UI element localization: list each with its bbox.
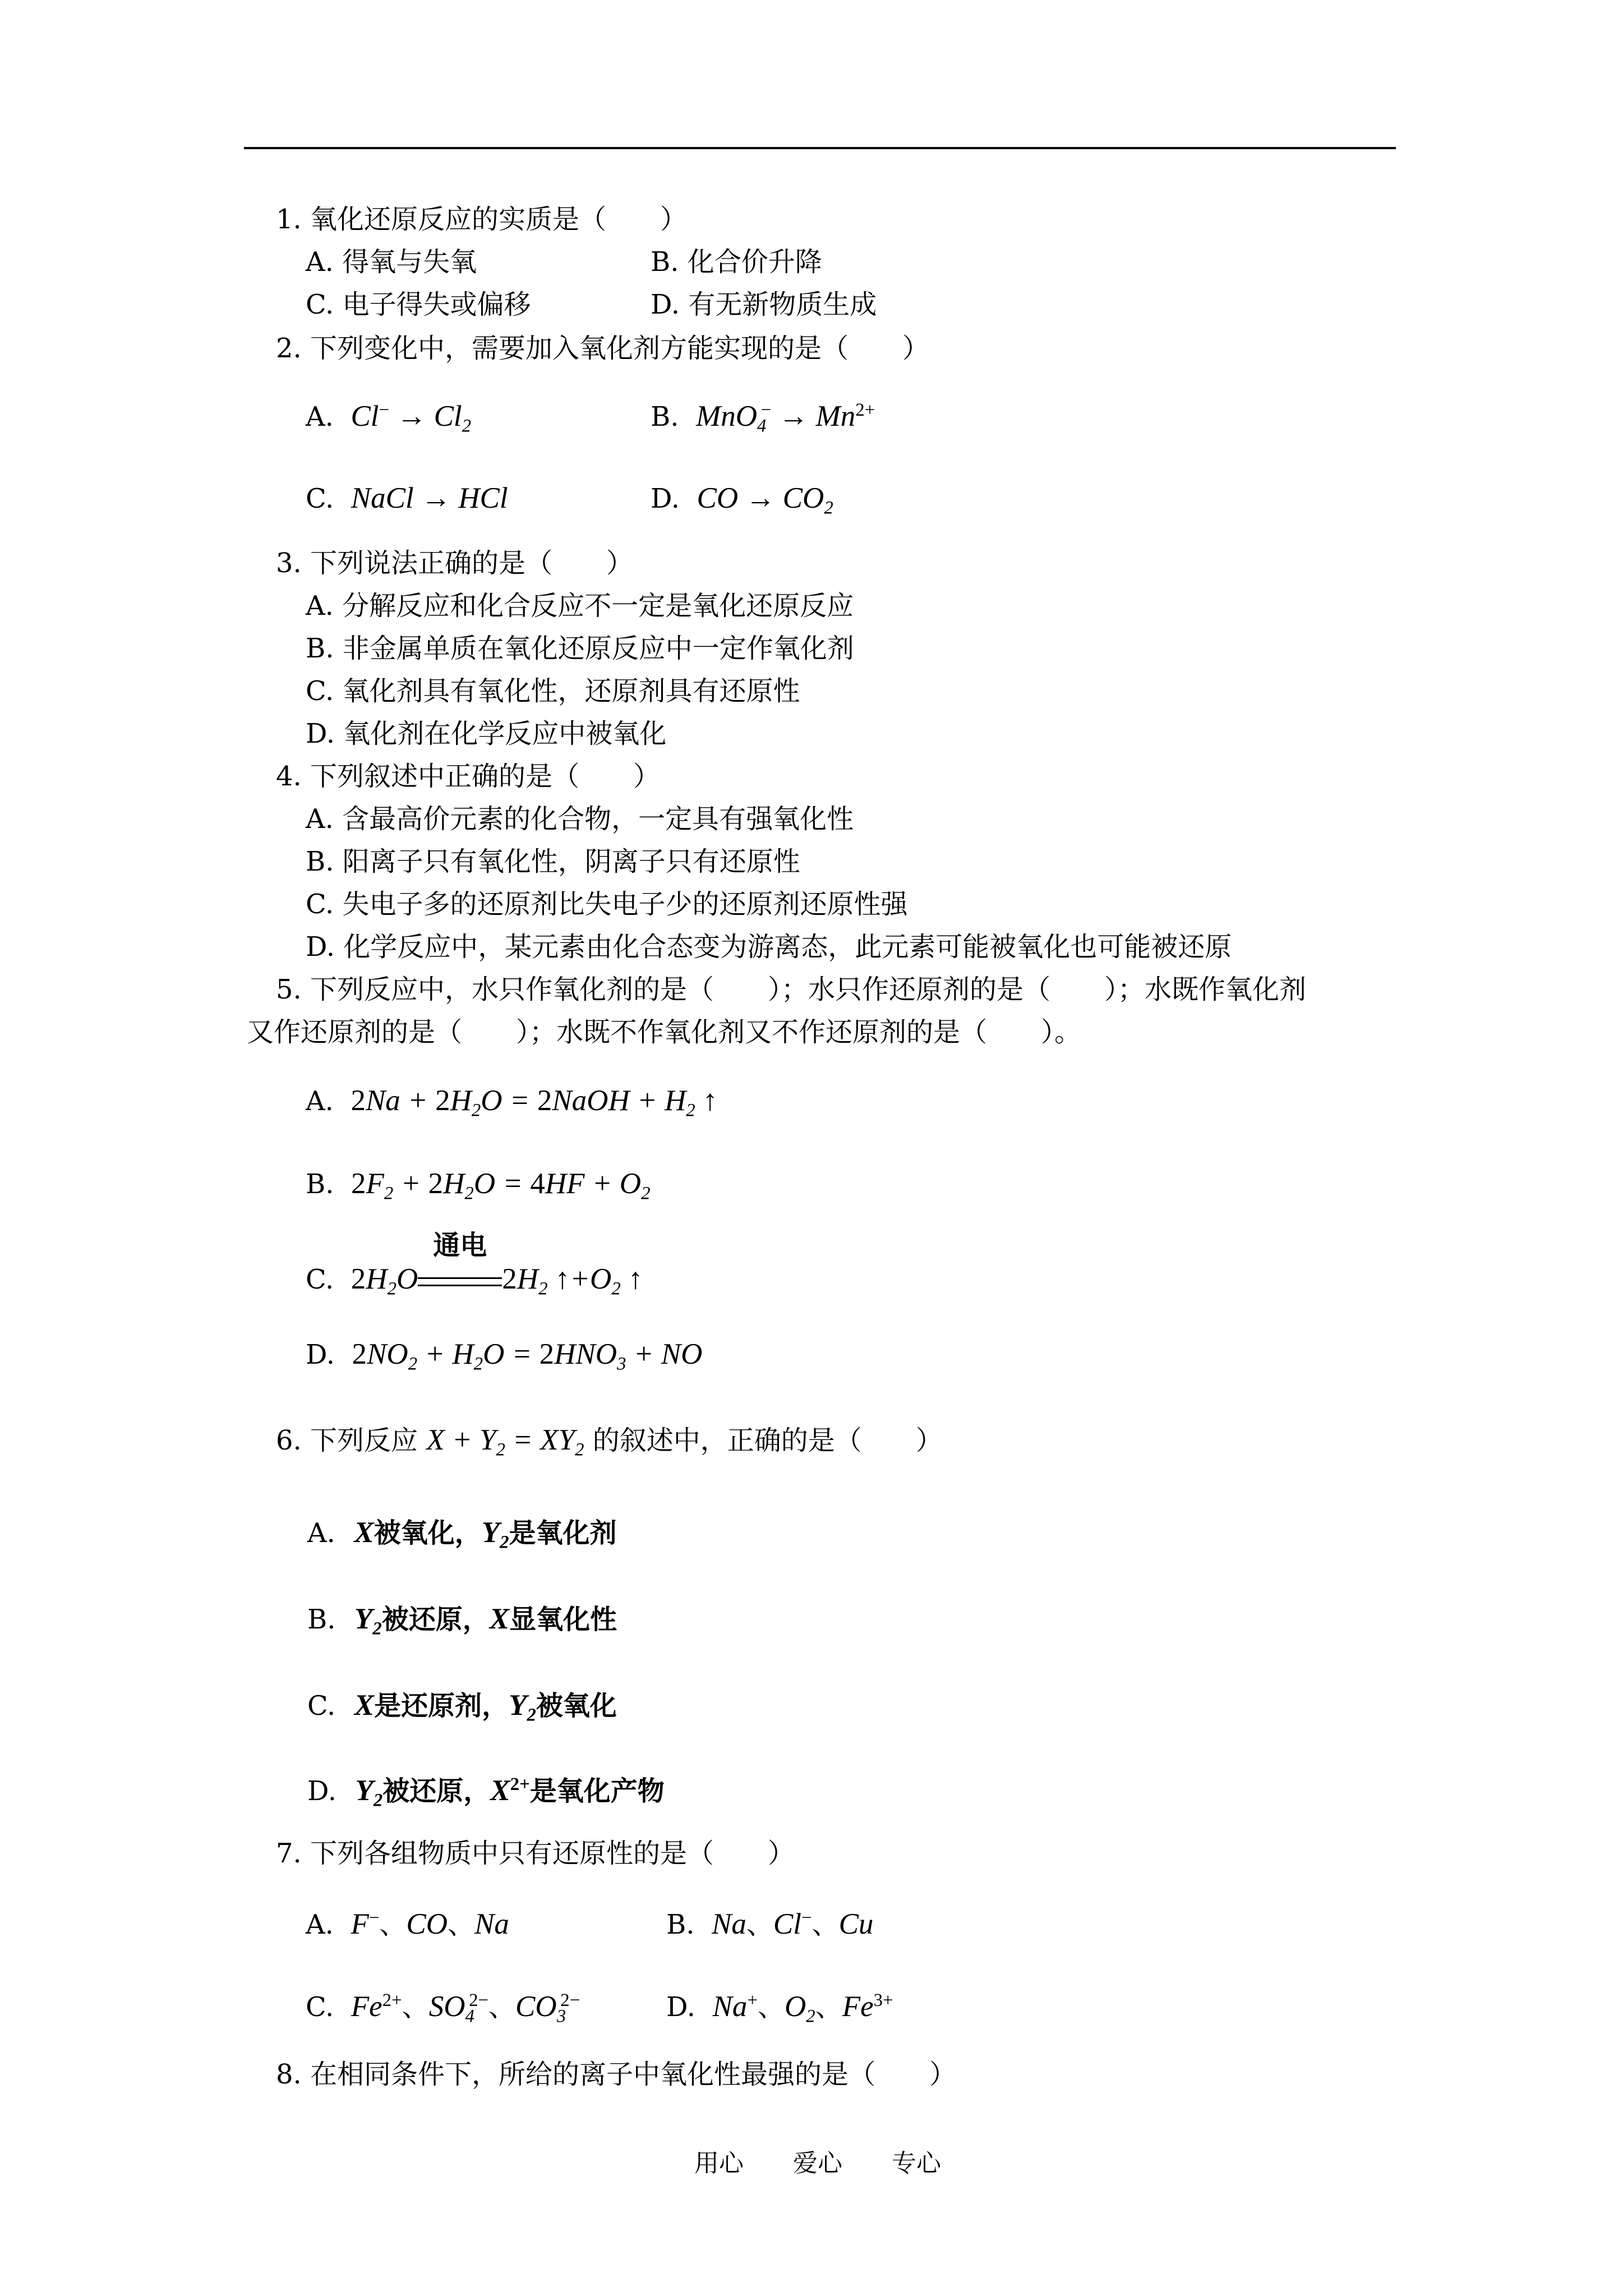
q8-stem: 8. 在相同条件下，所给的离子中氧化性最强的是（ ） <box>276 2059 957 2090</box>
q3-option-d: D. 氧化剂在化学反应中被氧化 <box>306 718 667 749</box>
q7-option-b: B. Na、Cl−、Cu <box>666 1907 874 1940</box>
q5-option-a: A. $2Na + 2H_2O$ = 2NaOH + $H_2$ ↑ <box>306 1084 718 1121</box>
q7-option-a: A. F−、CO、Na <box>306 1907 509 1940</box>
q7-option-c: C. $Fe^{2+}$、$SO_4^{2-}$、$CO_3^{2-}$ <box>306 1990 580 2027</box>
q1-stem: 1. 氧化还原反应的实质是（ ） <box>276 204 688 235</box>
q7-option-d: D. Na+、$O_2$、$Fe^{3+}$ <box>666 1990 893 2027</box>
q5-stem-line2: 又作还原剂的是（ ）；水既不作氧化剂又不作还原剂的是（ ）。 <box>247 1016 1082 1048</box>
q4-stem: 4. 下列叙述中正确的是（ ） <box>276 761 661 792</box>
q2-option-c: C. NaCl → HCl <box>306 482 508 514</box>
footer-word-3: 专心 <box>892 2149 941 2178</box>
q1-option-b: B. 化合价升降 <box>651 246 822 278</box>
q4-option-c: C. 失电子多的还原剂比失电子少的还原剂还原性强 <box>306 889 908 920</box>
q6-option-a: A. X被氧化，$Y_2$是氧化剂 <box>307 1516 617 1553</box>
q6-option-c: C. X是还原剂，$Y_2$被氧化 <box>307 1689 617 1726</box>
q2-option-b: B. $MnO_4^- \to Mn^{2+}$ <box>651 399 875 436</box>
q4-option-b: B. 阳离子只有氧化性，阴离子只有还原性 <box>306 846 800 877</box>
q5-condition: 通电 <box>433 1230 487 1261</box>
q5-stem-line1: 5. 下列反应中，水只作氧化剂的是（ ）；水只作还原剂的是（ ）；水既作氧化剂 <box>276 974 1307 1005</box>
q7-stem: 7. 下列各组物质中只有还原性的是（ ） <box>276 1838 795 1869</box>
q1-option-a: A. 得氧与失氧 <box>306 246 477 278</box>
q6-stem: 6. 下列反应 $X + Y_2 = XY_2$ 的叙述中，正确的是（ ） <box>276 1424 943 1460</box>
q3-option-c: C. 氧化剂具有氧化性，还原剂具有还原性 <box>306 675 800 707</box>
footer-word-2: 爱心 <box>793 2149 842 2178</box>
q2-option-d: D. CO → $CO_2$ <box>651 482 833 518</box>
q5-option-c: C. $2H_2O$ 通电 $2H_2$ $↑+O_2$ ↑ <box>306 1230 643 1299</box>
q3-option-a: A. 分解反应和化合反应不一定是氧化还原反应 <box>306 590 854 622</box>
q3-stem: 3. 下列说法正确的是（ ） <box>276 547 634 579</box>
q5-option-b: B. $2F_2 + 2H_2O = 4HF + O_2$ <box>306 1167 651 1204</box>
q1-option-d: D. 有无新物质生成 <box>651 289 877 320</box>
q2-option-a: A. $Cl^- \to Cl_2$ <box>306 399 472 436</box>
q3-option-b: B. 非金属单质在氧化还原反应中一定作氧化剂 <box>306 633 854 664</box>
footer-word-1: 用心 <box>694 2149 744 2178</box>
q5-option-d: D. $2NO_2 + H_2O = 2HNO_3$ + NO <box>306 1338 703 1374</box>
q4-option-d: D. 化学反应中，某元素由化合态变为游离态，此元素可能被氧化也可能被还原 <box>306 931 1232 963</box>
q4-option-a: A. 含最高价元素的化合物，一定具有强氧化性 <box>306 803 854 835</box>
q6-option-d: D. $Y_2$被还原，$X^{2+}$是氧化产物 <box>307 1774 665 1811</box>
q6-option-b: B. $Y_2$被还原，X显氧化性 <box>307 1603 617 1639</box>
q2-stem: 2. 下列变化中，需要加入氧化剂方能实现的是（ ） <box>276 333 930 364</box>
header-rule <box>244 147 1396 149</box>
q1-option-c: C. 电子得失或偏移 <box>306 289 531 320</box>
